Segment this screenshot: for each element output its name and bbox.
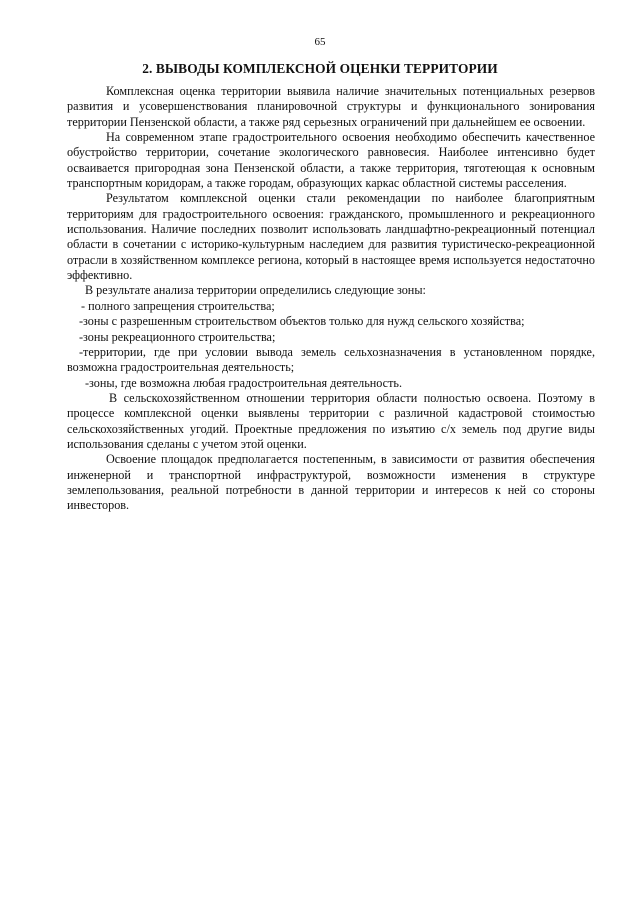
page-number: 65 (314, 36, 326, 48)
list-item: -зоны с разрешенным строительством объектов только для нужд сельского хозяйства; (79, 314, 525, 329)
paragraph-zones-intro: В результате анализа территории определились следующие зоны: (85, 283, 426, 298)
section-heading: 2. ВЫВОДЫ КОМПЛЕКСНОЙ ОЦЕНКИ ТЕРРИТОРИИ (142, 61, 498, 76)
list-item: - полного запрещения строительства; (81, 298, 275, 313)
paragraph-development: Освоение площадок предполагается постепенным, в зависимости от развития обеспечения инженерной и транспортной инфраструктурой, возможности изменения в структуре землепользования, реальной потребности в данной территории и интересов к ней со стороны инвесторов. (67, 452, 595, 513)
list-item: -зоны, где возможна любая градостроительная деятельность. (85, 375, 403, 390)
paragraph-current-stage: На современном этапе градостроительного освоения необходимо обеспечить качественное обустройство территории, сочетание экологического равновесия. Наиболее интенсивно будет осваивается пригородная зона Пензенской области, а также территория, тяготеющая к основным транспортным коридорам, а также городам, образующих каркас областной системы расселения. (67, 130, 595, 191)
paragraph-recommendations: Результатом комплексной оценки стали рекомендации по наиболее благоприятным территориям для градостроительного освоения: гражданского, промышленного и рекреационного использования. Наличие последних позволит использовать ландшафтно-рекреационный потенциал области в сочетании с историко-культурным наследием для развития туристическо-рекреационной отрасли в хозяйственном комплексе региона, который в настоящее время используется недостаточно эффективно. (67, 191, 595, 283)
paragraph-agriculture: В сельскохозяйственном отношении территория области полностью освоена. Поэтому в процессе комплексной оценки выявлены территории с различной кадастровой стоимостью сельскохозяйственных угодий. Проектные предложения по изъятию с/х земель под другие виды использования сделаны с учетом этой оценки. (67, 390, 595, 451)
paragraph-intro: Комплексная оценка территории выявила наличие значительных потенциальных резервов развития и усовершенствования планировочной структуры и функционального зонирования территории Пензенской области, а также ряд серьезных ограничений при дальнейшем ее освоении. (67, 84, 595, 129)
body-text (67, 84, 595, 514)
list-item: -зоны рекреационного строительства; (79, 329, 276, 344)
list-item: -территории, где при условии вывода земель сельхозназначения в установленном порядке, возможна градостроительная деятельность; (67, 344, 595, 375)
